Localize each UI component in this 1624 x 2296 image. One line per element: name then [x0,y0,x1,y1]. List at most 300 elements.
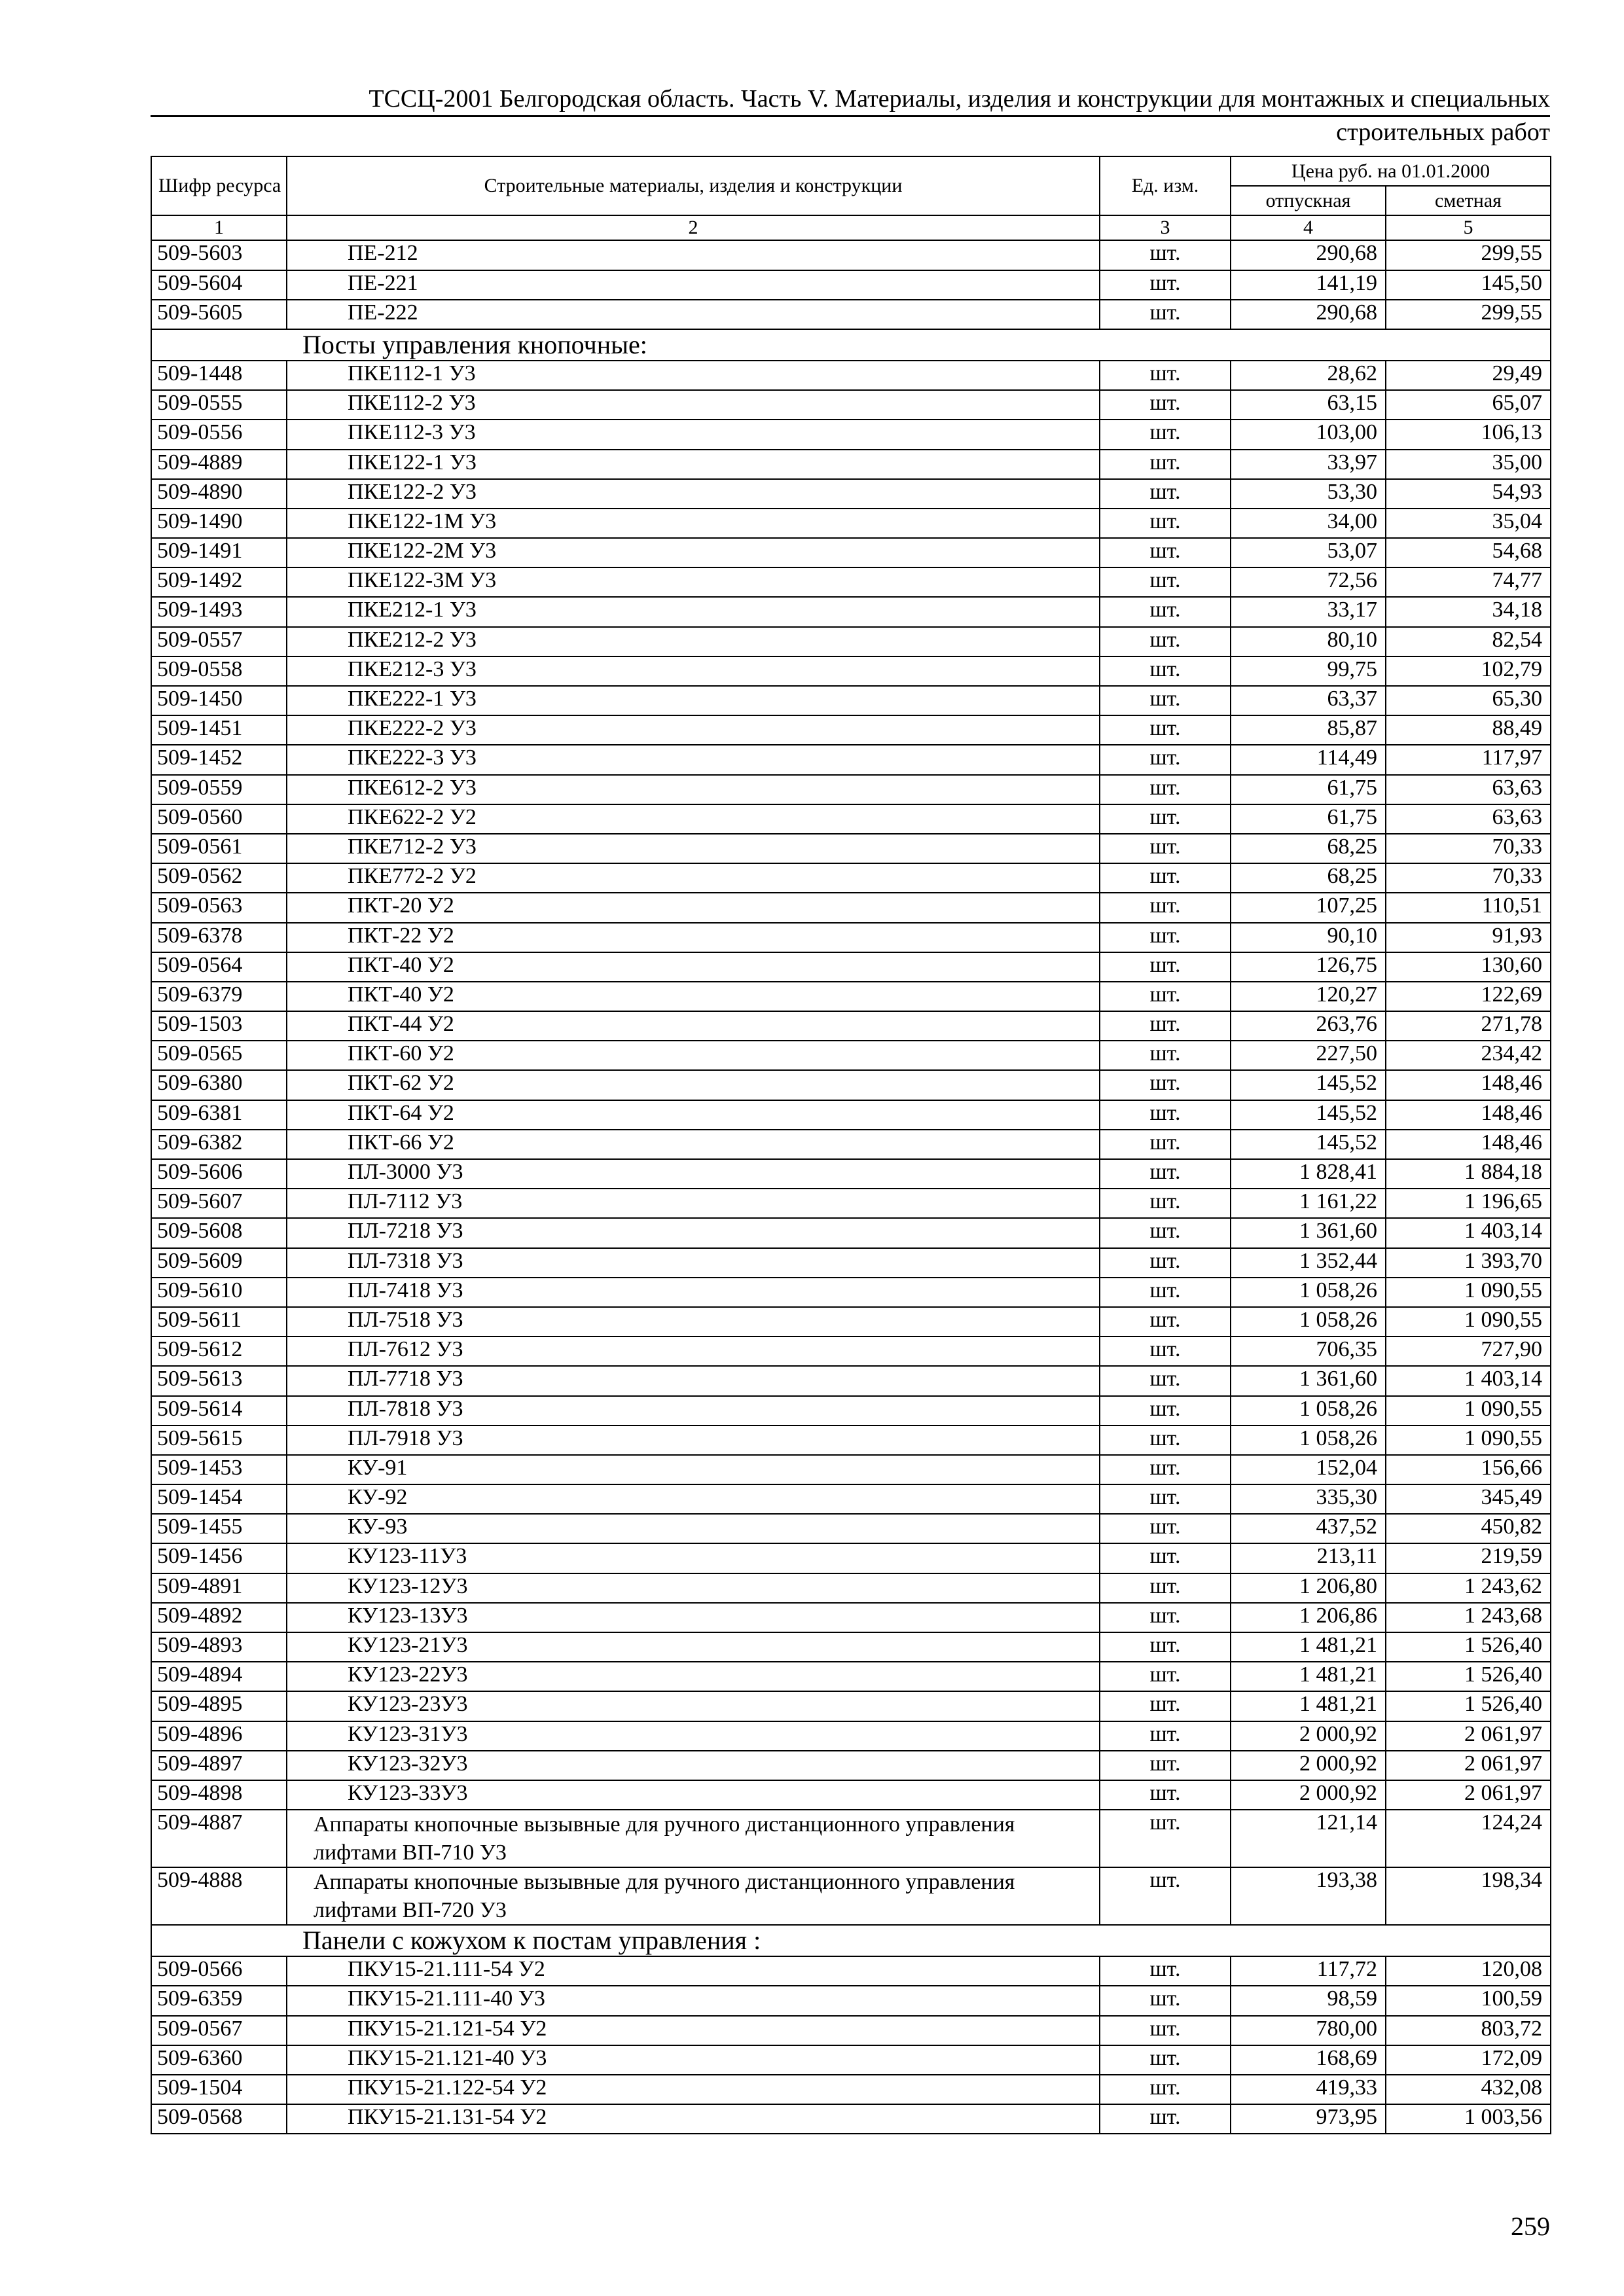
unit-of-measure: шт. [1100,1573,1231,1603]
estimate-price: 102,79 [1386,656,1551,686]
section-title: Панели с кожухом к постам управления : [151,1925,1551,1956]
estimate-price: 54,68 [1386,538,1551,567]
table-row [151,1041,1551,1070]
estimate-price: 88,49 [1386,715,1551,745]
estimate-price: 63,63 [1386,775,1551,804]
material-name: ПКЕ772-2 У2 [287,863,1100,893]
estimate-price: 1 090,55 [1386,1307,1551,1336]
unit-of-measure: шт. [1100,923,1231,952]
table-row [151,775,1551,804]
estimate-price: 345,49 [1386,1484,1551,1514]
unit-of-measure: шт. [1100,656,1231,686]
table-row [151,1691,1551,1721]
price-table-header [151,156,1551,240]
estimate-price: 148,46 [1386,1130,1551,1159]
release-price: 227,50 [1231,1041,1386,1070]
material-name: ПКТ-20 У2 [287,893,1100,922]
table-row [151,1484,1551,1514]
estimate-price: 299,55 [1386,240,1551,270]
estimate-price: 271,78 [1386,1011,1551,1041]
material-name: ПКЕ212-2 У3 [287,627,1100,656]
material-name: ПКТ-40 У2 [287,982,1100,1011]
estimate-price: 91,93 [1386,923,1551,952]
column-header-price: Цена руб. на 01.01.2000 [1231,156,1551,186]
unit-of-measure: шт. [1100,538,1231,567]
material-name: Аппараты кнопочные вызывные для ручного дистанционного управления лифтами ВП-720 У3 [287,1867,1100,1925]
material-name: Аппараты кнопочные вызывные для ручного дистанционного управления лифтами ВП-710 У3 [287,1810,1100,1867]
document-title-continued: строительных работ [1336,118,1550,146]
resource-code: 509-6380 [151,1070,287,1100]
resource-code: 509-0565 [151,1041,287,1070]
unit-of-measure: шт. [1100,804,1231,834]
resource-code: 509-1450 [151,686,287,715]
unit-of-measure: шт. [1100,390,1231,420]
table-row [151,1514,1551,1543]
release-price: 1 206,80 [1231,1573,1386,1603]
release-price: 1 481,21 [1231,1632,1386,1662]
table-row [151,1867,1551,1925]
estimate-price: 172,09 [1386,2045,1551,2075]
material-name: ПЛ-7418 У3 [287,1278,1100,1307]
estimate-price: 1 403,14 [1386,1366,1551,1395]
material-name: КУ-92 [287,1484,1100,1514]
unit-of-measure: шт. [1100,597,1231,626]
unit-of-measure: шт. [1100,686,1231,715]
column-header-price-estimate: сметная [1386,186,1551,215]
unit-of-measure: шт. [1100,1159,1231,1189]
table-row [151,1426,1551,1455]
release-price: 2 000,92 [1231,1751,1386,1780]
section-title: Посты управления кнопочные: [151,329,1551,361]
resource-code: 509-4892 [151,1603,287,1632]
resource-code: 509-4894 [151,1662,287,1691]
resource-code: 509-5613 [151,1366,287,1395]
material-name: ПКЕ212-3 У3 [287,656,1100,686]
estimate-price: 82,54 [1386,627,1551,656]
release-price: 1 481,21 [1231,1691,1386,1721]
column-number: 2 [287,215,1100,240]
material-name: КУ123-22У3 [287,1662,1100,1691]
table-row [151,1780,1551,1810]
release-price: 126,75 [1231,952,1386,982]
resource-code: 509-5610 [151,1278,287,1307]
release-price: 706,35 [1231,1336,1386,1366]
release-price: 145,52 [1231,1100,1386,1130]
resource-code: 509-0563 [151,893,287,922]
page-header [151,84,1550,147]
column-header-price-release: отпускная [1231,186,1386,215]
material-name: ПКЕ222-3 У3 [287,745,1100,774]
resource-code: 509-5615 [151,1426,287,1455]
material-name: ПЛ-3000 У3 [287,1159,1100,1189]
estimate-price: 35,00 [1386,450,1551,479]
material-name: ПЛ-7918 У3 [287,1426,1100,1455]
release-price: 2 000,92 [1231,1780,1386,1810]
release-price: 263,76 [1231,1011,1386,1041]
unit-of-measure: шт. [1100,1662,1231,1691]
unit-of-measure: шт. [1100,567,1231,597]
material-name: ПКЕ122-1М У3 [287,509,1100,538]
estimate-price: 100,59 [1386,1986,1551,2015]
release-price: 290,68 [1231,300,1386,329]
table-row [151,982,1551,1011]
estimate-price: 2 061,97 [1386,1721,1551,1751]
unit-of-measure: шт. [1100,1986,1231,2015]
release-price: 63,15 [1231,390,1386,420]
table-row [151,1751,1551,1780]
resource-code: 509-4888 [151,1867,287,1925]
estimate-price: 117,97 [1386,745,1551,774]
table-row [151,2045,1551,2075]
estimate-price: 198,34 [1386,1867,1551,1925]
unit-of-measure: шт. [1100,2045,1231,2075]
material-name: ПКЕ222-2 У3 [287,715,1100,745]
estimate-price: 1 090,55 [1386,1278,1551,1307]
table-row [151,715,1551,745]
release-price: 68,25 [1231,834,1386,863]
material-name: ПКТ-44 У2 [287,1011,1100,1041]
release-price: 419,33 [1231,2075,1386,2104]
unit-of-measure: шт. [1100,2075,1231,2104]
resource-code: 509-1456 [151,1543,287,1573]
estimate-price: 120,08 [1386,1956,1551,1986]
release-price: 780,00 [1231,2016,1386,2045]
estimate-price: 1 884,18 [1386,1159,1551,1189]
table-row [151,567,1551,597]
resource-code: 509-0568 [151,2104,287,2134]
table-row [151,952,1551,982]
estimate-price: 110,51 [1386,893,1551,922]
table-row [151,1573,1551,1603]
estimate-price: 74,77 [1386,567,1551,597]
unit-of-measure: шт. [1100,1011,1231,1041]
resource-code: 509-5604 [151,270,287,300]
table-row [151,1986,1551,2015]
release-price: 1 058,26 [1231,1396,1386,1426]
table-row [151,1632,1551,1662]
release-price: 98,59 [1231,1986,1386,2015]
resource-code: 509-1448 [151,361,287,390]
estimate-price: 29,49 [1386,361,1551,390]
estimate-price: 65,30 [1386,686,1551,715]
unit-of-measure: шт. [1100,1455,1231,1484]
resource-code: 509-1452 [151,745,287,774]
material-name: КУ-91 [287,1455,1100,1484]
material-name: ПЛ-7718 У3 [287,1366,1100,1395]
release-price: 28,62 [1231,361,1386,390]
resource-code: 509-0557 [151,627,287,656]
resource-code: 509-1491 [151,538,287,567]
column-number: 4 [1231,215,1386,240]
material-name: ПКЕ122-2 У3 [287,479,1100,509]
resource-code: 509-1451 [151,715,287,745]
resource-code: 509-4891 [151,1573,287,1603]
estimate-price: 219,59 [1386,1543,1551,1573]
unit-of-measure: шт. [1100,982,1231,1011]
estimate-price: 70,33 [1386,834,1551,863]
release-price: 85,87 [1231,715,1386,745]
estimate-price: 148,46 [1386,1100,1551,1130]
release-price: 141,19 [1231,270,1386,300]
resource-code: 509-4897 [151,1751,287,1780]
resource-code: 509-5608 [151,1218,287,1247]
estimate-price: 432,08 [1386,2075,1551,2104]
table-row [151,804,1551,834]
resource-code: 509-5612 [151,1336,287,1366]
release-price: 53,30 [1231,479,1386,509]
resource-code: 509-6378 [151,923,287,952]
resource-code: 509-5609 [151,1248,287,1278]
release-price: 33,17 [1231,597,1386,626]
table-row [151,390,1551,420]
material-name: ПКЕ112-3 У3 [287,420,1100,449]
table-row [151,597,1551,626]
release-price: 103,00 [1231,420,1386,449]
release-price: 72,56 [1231,567,1386,597]
unit-of-measure: шт. [1100,1278,1231,1307]
material-name: ПКЕ112-1 У3 [287,361,1100,390]
unit-of-measure: шт. [1100,2016,1231,2045]
resource-code: 509-4890 [151,479,287,509]
estimate-price: 2 061,97 [1386,1780,1551,1810]
estimate-price: 1 243,68 [1386,1603,1551,1632]
estimate-price: 1 526,40 [1386,1632,1551,1662]
resource-code: 509-1492 [151,567,287,597]
material-name: ПКУ15-21.111-40 У3 [287,1986,1100,2015]
unit-of-measure: шт. [1100,1248,1231,1278]
release-price: 61,75 [1231,804,1386,834]
unit-of-measure: шт. [1100,1041,1231,1070]
table-row [151,2016,1551,2045]
estimate-price: 54,93 [1386,479,1551,509]
unit-of-measure: шт. [1100,240,1231,270]
column-header-code: Шифр ресурса [151,156,287,215]
table-row [151,361,1551,390]
table-row [151,1278,1551,1307]
material-name: ПКЕ212-1 У3 [287,597,1100,626]
unit-of-measure: шт. [1100,270,1231,300]
unit-of-measure: шт. [1100,1130,1231,1159]
estimate-price: 145,50 [1386,270,1551,300]
table-row [151,450,1551,479]
unit-of-measure: шт. [1100,627,1231,656]
release-price: 1 352,44 [1231,1248,1386,1278]
table-row [151,1130,1551,1159]
estimate-price: 803,72 [1386,2016,1551,2045]
unit-of-measure: шт. [1100,300,1231,329]
unit-of-measure: шт. [1100,952,1231,982]
resource-code: 509-4887 [151,1810,287,1867]
release-price: 193,38 [1231,1867,1386,1925]
unit-of-measure: шт. [1100,1543,1231,1573]
table-row [151,2075,1551,2104]
unit-of-measure: шт. [1100,1780,1231,1810]
table-row [151,745,1551,774]
unit-of-measure: шт. [1100,509,1231,538]
column-number: 1 [151,215,287,240]
table-row [151,270,1551,300]
table-row [151,893,1551,922]
material-name: ПКТ-40 У2 [287,952,1100,982]
material-name: ПКЕ622-2 У2 [287,804,1100,834]
unit-of-measure: шт. [1100,420,1231,449]
resource-code: 509-0555 [151,390,287,420]
material-name: КУ123-12У3 [287,1573,1100,1603]
unit-of-measure: шт. [1100,1307,1231,1336]
table-row [151,509,1551,538]
release-price: 99,75 [1231,656,1386,686]
resource-code: 509-5611 [151,1307,287,1336]
unit-of-measure: шт. [1100,1603,1231,1632]
material-name: ПКТ-64 У2 [287,1100,1100,1130]
estimate-price: 106,13 [1386,420,1551,449]
estimate-price: 1 243,62 [1386,1573,1551,1603]
resource-code: 509-6359 [151,1986,287,2015]
unit-of-measure: шт. [1100,1721,1231,1751]
material-name: ПЛ-7112 У3 [287,1189,1100,1218]
estimate-price: 299,55 [1386,300,1551,329]
estimate-price: 1 090,55 [1386,1426,1551,1455]
table-row [151,1336,1551,1366]
unit-of-measure: шт. [1100,1366,1231,1395]
material-name: ПКТ-62 У2 [287,1070,1100,1100]
release-price: 1 161,22 [1231,1189,1386,1218]
material-name: КУ123-11У3 [287,1543,1100,1573]
estimate-price: 70,33 [1386,863,1551,893]
column-number: 3 [1100,215,1231,240]
document-title: ТССЦ-2001 Белгородская область. Часть V. Материалы, изделия и конструкции для монтажных и специальных [369,85,1550,113]
resource-code: 509-5605 [151,300,287,329]
release-price: 1 058,26 [1231,1278,1386,1307]
release-price: 168,69 [1231,2045,1386,2075]
unit-of-measure: шт. [1100,715,1231,745]
column-header-unit: Ед. изм. [1100,156,1231,215]
material-name: ПКЕ122-2М У3 [287,538,1100,567]
unit-of-measure: шт. [1100,1426,1231,1455]
material-name: КУ123-13У3 [287,1603,1100,1632]
material-name: ПКУ15-21.122-54 У2 [287,2075,1100,2104]
material-name: ПКУ15-21.121-54 У2 [287,2016,1100,2045]
table-row [151,1189,1551,1218]
unit-of-measure: шт. [1100,2104,1231,2134]
page-number: 259 [1511,2212,1550,2241]
unit-of-measure: шт. [1100,450,1231,479]
release-price: 114,49 [1231,745,1386,774]
resource-code: 509-1453 [151,1455,287,1484]
unit-of-measure: шт. [1100,775,1231,804]
resource-code: 509-4898 [151,1780,287,1810]
material-name: ПКУ15-21.121-40 У3 [287,2045,1100,2075]
unit-of-measure: шт. [1100,1100,1231,1130]
resource-code: 509-6360 [151,2045,287,2075]
table-row [151,1810,1551,1867]
unit-of-measure: шт. [1100,1751,1231,1780]
material-name: КУ-93 [287,1514,1100,1543]
resource-code: 509-5607 [151,1189,287,1218]
material-name: КУ123-21У3 [287,1632,1100,1662]
estimate-price: 63,63 [1386,804,1551,834]
unit-of-measure: шт. [1100,1514,1231,1543]
release-price: 1 206,86 [1231,1603,1386,1632]
material-name: ПКЕ122-1 У3 [287,450,1100,479]
release-price: 107,25 [1231,893,1386,922]
table-row [151,479,1551,509]
resource-code: 509-4889 [151,450,287,479]
unit-of-measure: шт. [1100,479,1231,509]
release-price: 53,07 [1231,538,1386,567]
table-row [151,1396,1551,1426]
material-name: ПЕ-212 [287,240,1100,270]
release-price: 145,52 [1231,1130,1386,1159]
release-price: 437,52 [1231,1514,1386,1543]
unit-of-measure: шт. [1100,893,1231,922]
resource-code: 509-5603 [151,240,287,270]
column-number: 5 [1386,215,1551,240]
unit-of-measure: шт. [1100,1691,1231,1721]
resource-code: 509-0567 [151,2016,287,2045]
unit-of-measure: шт. [1100,1632,1231,1662]
resource-code: 509-4895 [151,1691,287,1721]
material-name: ПЕ-221 [287,270,1100,300]
material-name: ПКУ15-21.111-54 У2 [287,1956,1100,1986]
section-row [151,1925,1551,1956]
unit-of-measure: шт. [1100,1867,1231,1925]
table-row [151,1100,1551,1130]
table-row [151,1721,1551,1751]
material-name: ПЛ-7318 У3 [287,1248,1100,1278]
table-row [151,686,1551,715]
material-name: ПКЕ612-2 У3 [287,775,1100,804]
estimate-price: 35,04 [1386,509,1551,538]
unit-of-measure: шт. [1100,1956,1231,1986]
unit-of-measure: шт. [1100,834,1231,863]
table-row [151,656,1551,686]
estimate-price: 1 196,65 [1386,1189,1551,1218]
unit-of-measure: шт. [1100,1484,1231,1514]
estimate-price: 727,90 [1386,1336,1551,1366]
resource-code: 509-5606 [151,1159,287,1189]
release-price: 90,10 [1231,923,1386,952]
price-table-body [151,240,1551,2134]
estimate-price: 1 003,56 [1386,2104,1551,2134]
unit-of-measure: шт. [1100,361,1231,390]
release-price: 152,04 [1231,1455,1386,1484]
estimate-price: 234,42 [1386,1041,1551,1070]
table-row [151,834,1551,863]
resource-code: 509-4896 [151,1721,287,1751]
material-name: КУ123-32У3 [287,1751,1100,1780]
table-row [151,1248,1551,1278]
estimate-price: 124,24 [1386,1810,1551,1867]
release-price: 121,14 [1231,1810,1386,1867]
material-name: ПКТ-66 У2 [287,1130,1100,1159]
table-row [151,1603,1551,1632]
release-price: 213,11 [1231,1543,1386,1573]
estimate-price: 450,82 [1386,1514,1551,1543]
table-row [151,1070,1551,1100]
material-name: ПКЕ222-1 У3 [287,686,1100,715]
material-name: КУ123-23У3 [287,1691,1100,1721]
table-row [151,1956,1551,1986]
material-name: ПЛ-7218 У3 [287,1218,1100,1247]
release-price: 1 481,21 [1231,1662,1386,1691]
resource-code: 509-1455 [151,1514,287,1543]
release-price: 117,72 [1231,1956,1386,1986]
unit-of-measure: шт. [1100,1336,1231,1366]
release-price: 145,52 [1231,1070,1386,1100]
table-row [151,1011,1551,1041]
resource-code: 509-1490 [151,509,287,538]
